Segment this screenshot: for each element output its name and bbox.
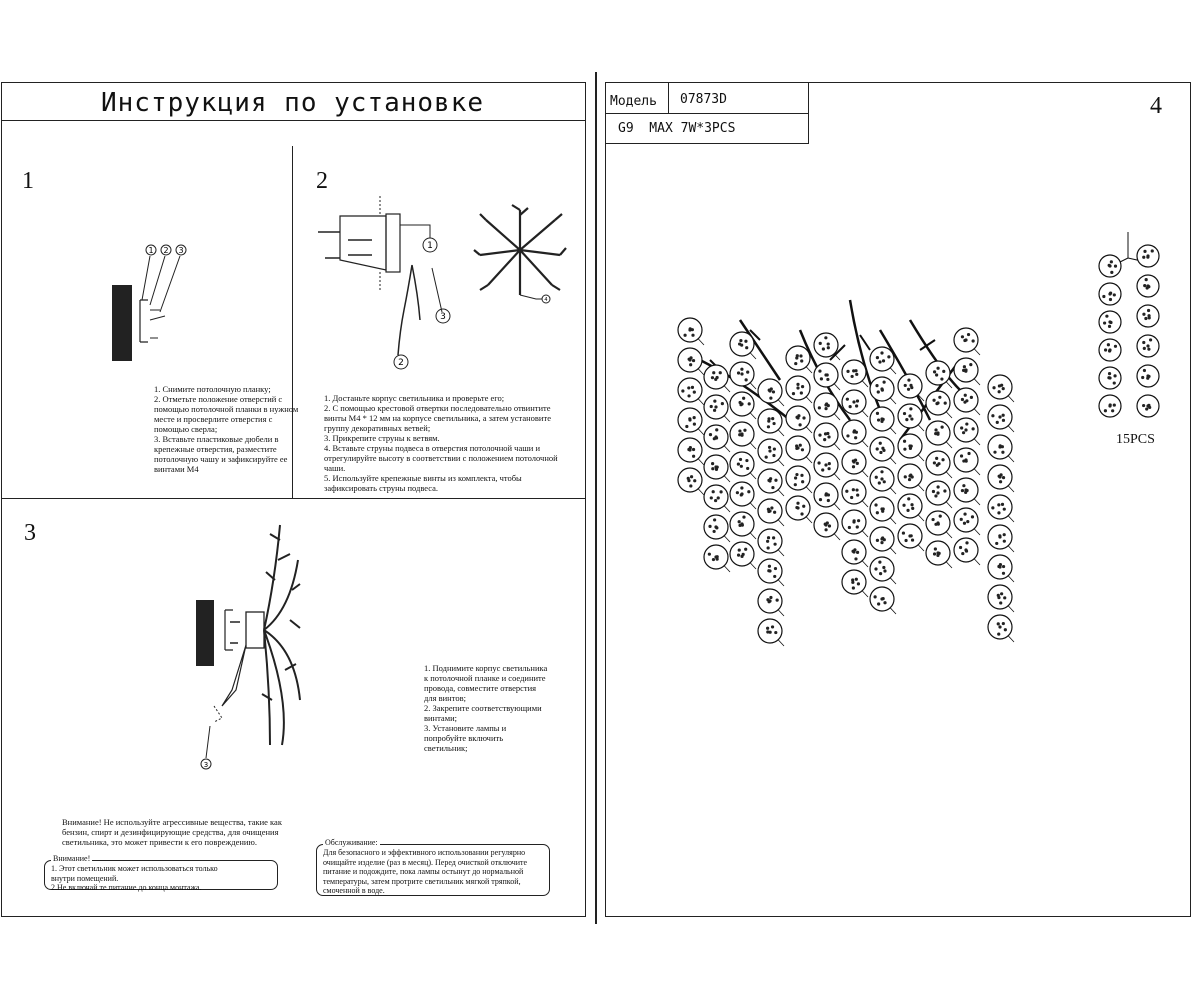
step-2-instructions: 1. Достаньте корпус светильника и проверьте его; 2. С помощью крестовой отвертки последовательно отвинтите винты M4 * 12 мм на корпусе светильника, а затем установите группу декоративных ветвей; 3. Прикрепите струны к ветвям. 4. Вставьте струны подвеса в отверстия потолочной чаши и отрегулируйте высоту в соответствии с положением потолочной чаши. 5. Используйте крепежные винты из комплекта, чтобы зафиксировать струны подвеса. <box>324 393 558 493</box>
step-1-number: 1 <box>22 168 34 194</box>
service-box: Обслуживание: Для безопасного и эффективного использовании регулярно очищайте изделие (раз в месяц). Перед очисткой отключите питание и подождите, пока лампы остынут до нормальной температуры, затем протрите светильник мягкой тряпкой, смоченной в воде. <box>316 844 550 896</box>
step-2-callout-4: 4 <box>544 297 548 303</box>
parts-count: 15PCS <box>1116 432 1155 447</box>
step-1-callout-1: 1 <box>148 246 154 255</box>
step-2-callout-2: 2 <box>398 358 404 368</box>
page-title: Инструкция по установке <box>100 88 485 118</box>
spec-text: G9 MAX 7W*3PCS <box>618 121 736 136</box>
step-2-callout-1: 1 <box>427 241 433 251</box>
step-3-callout: 3 <box>203 761 209 769</box>
step-2-callout-3: 3 <box>440 312 446 322</box>
step-3-number: 3 <box>24 520 36 546</box>
model-label: Модель <box>610 94 657 109</box>
service-box-header: Обслуживание: <box>325 838 378 847</box>
page-number: 4 <box>1150 93 1162 119</box>
step-1-instructions: 1. Снимите потолочную планку; 2. Отметьте положение отверстий с помощью потолочной планки в нужном месте и просверлите отверстия с помощью сверла; 3. Вставьте пластиковые дюбели в крепежные отверстия, разместите потолочную чашу и зафиксируйте ее винтами M4 <box>154 384 299 474</box>
step-1-callout-3: 3 <box>178 246 184 255</box>
model-value: 07873D <box>680 92 727 107</box>
step-3-instructions: 1. Поднимите корпус светильника к потолочной планке и соедините провода, совместите отверстия для винтов; 2. Закрепите соответствующими винтами; 3. Установите лампы и попробуйте включить светильник; <box>424 663 548 753</box>
step-2-number: 2 <box>316 168 328 194</box>
warning-text: Внимание! Не используйте агрессивные вещества, такие как бензин, спирт и дезинфицирующие средства, для очищения светильника, это может привести к его повреждению. <box>62 817 282 847</box>
attention-box-header: Внимание! <box>53 854 91 863</box>
attention-box: Внимание! 1. Этот светильник может использоваться только внутри помещений. 2.Не включай те питание до конца монтажа. <box>44 860 278 890</box>
step-1-callout-2: 2 <box>163 246 169 255</box>
